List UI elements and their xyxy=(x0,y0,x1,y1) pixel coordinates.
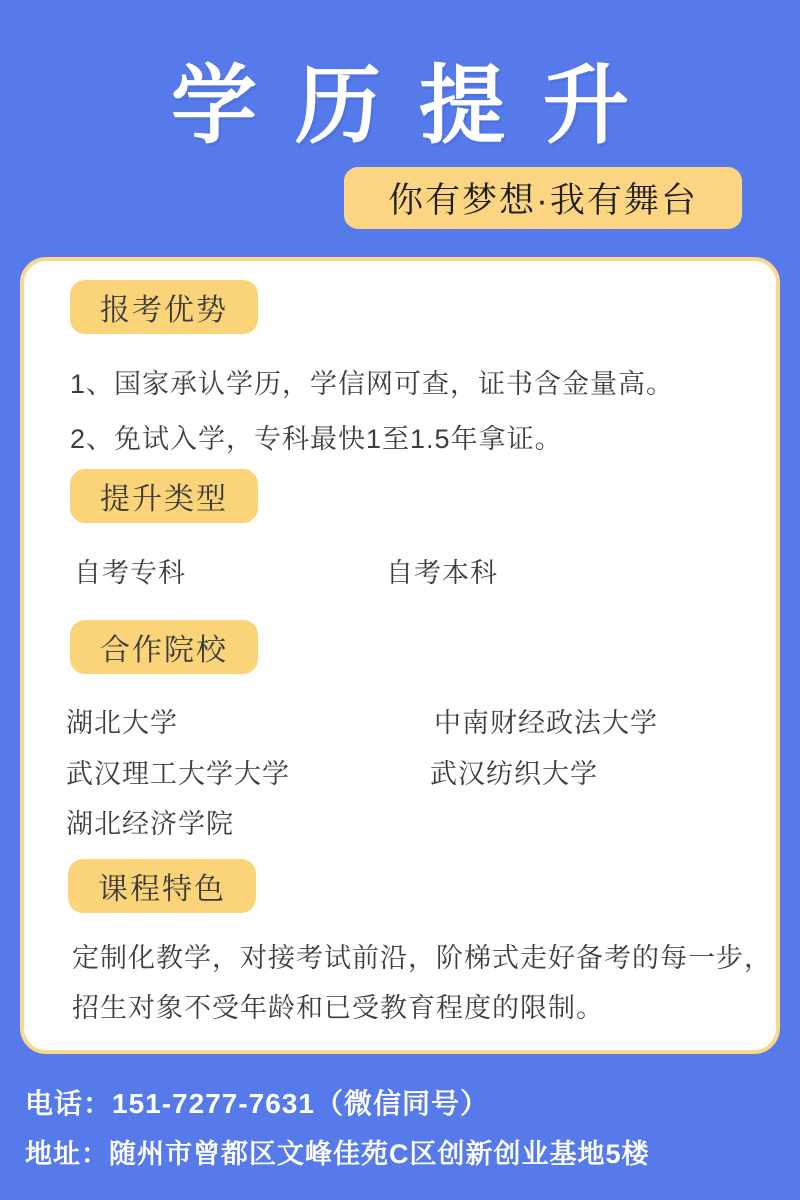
school-item: 中南财经政法大学 xyxy=(434,708,658,738)
feature-line-1: 定制化教学，对接考试前沿，阶梯式走好备考的每一步， xyxy=(72,943,772,973)
type-item-2: 自考本科 xyxy=(386,558,498,588)
slogan-banner: 你有梦想·我有舞台 xyxy=(344,167,742,229)
section-tag-advantages: 报考优势 xyxy=(70,280,258,334)
address-line: 地址：随州市曾都区文峰佳苑C区创新创业基地5楼 xyxy=(25,1139,650,1169)
school-item: 武汉纺织大学 xyxy=(430,759,598,789)
section-tag-schools: 合作院校 xyxy=(70,620,258,674)
phone-line: 电话：151-7277-7631（微信同号） xyxy=(25,1088,489,1119)
advantage-item-1: 1、国家承认学历，学信网可查，证书含金量高。 xyxy=(70,369,675,399)
type-item-1: 自考专科 xyxy=(74,558,186,588)
school-item: 湖北大学 xyxy=(66,708,178,738)
section-tag-types: 提升类型 xyxy=(70,469,258,523)
feature-line-2: 招生对象不受年龄和已受教育程度的限制。 xyxy=(72,993,604,1023)
school-item: 湖北经济学院 xyxy=(66,809,234,839)
advantage-item-2: 2、免试入学，专科最快1至1.5年拿证。 xyxy=(70,424,563,454)
school-item: 武汉理工大学大学 xyxy=(66,759,290,789)
section-tag-features: 课程特色 xyxy=(68,859,256,913)
poster-title: 学历提升 xyxy=(171,58,667,154)
